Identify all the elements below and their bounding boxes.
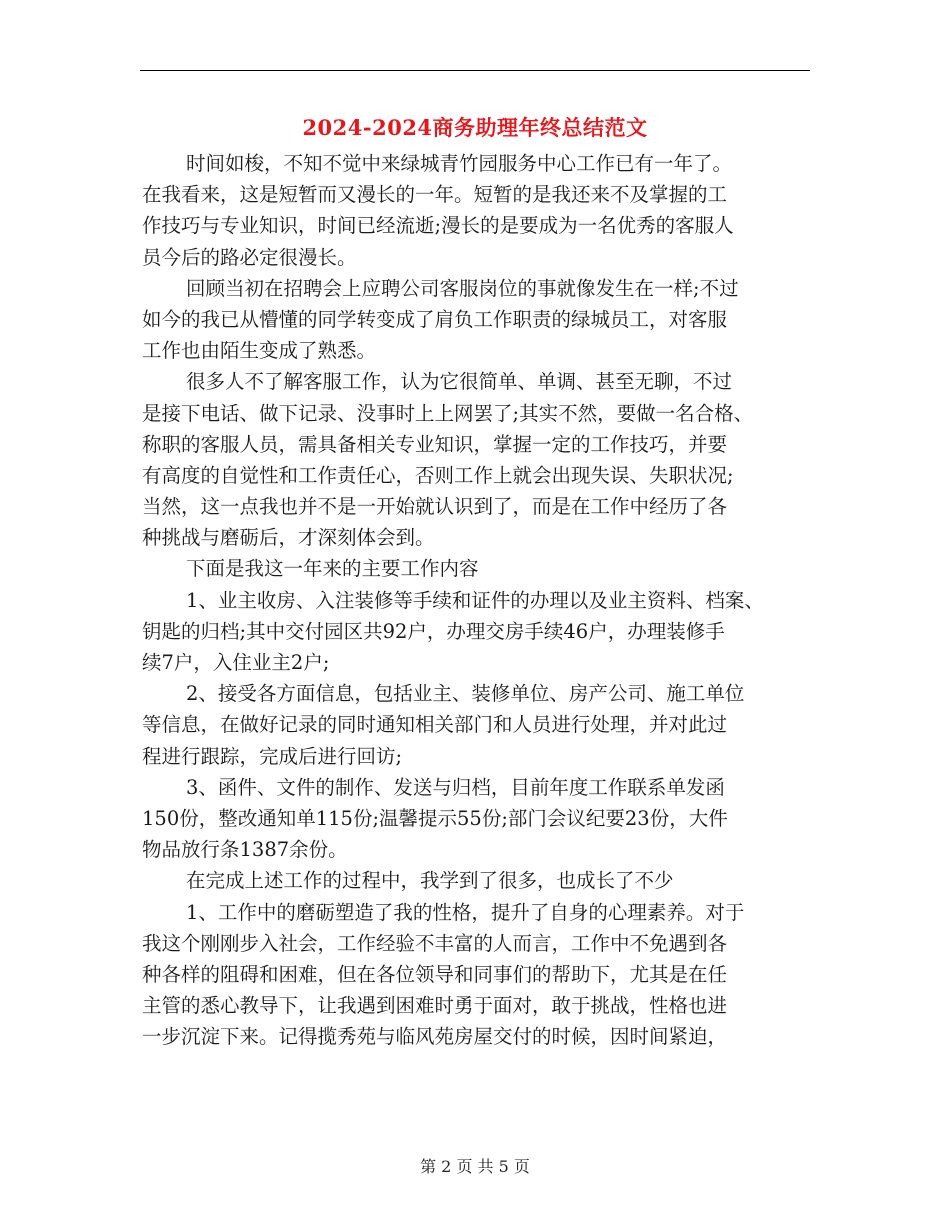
body-line: 2、接受各方面信息，包括业主、装修单位、房产公司、施工单位 bbox=[186, 682, 745, 706]
body-line: 物品放行条1387余份。 bbox=[142, 838, 348, 862]
body-line: 在我看来，这是短暂而又漫长的一年。短暂的是我还来不及掌握的工 bbox=[142, 183, 728, 207]
body-line: 回顾当初在招聘会上应聘公司客服岗位的事就像发生在一样;不过 bbox=[186, 276, 739, 300]
body-line: 是接下电话、做下记录、没事时上上网罢了;其实不然，要做一名合格、 bbox=[142, 401, 754, 425]
body-line: 当然，这一点我也并不是一开始就认识到了，而是在工作中经历了各 bbox=[142, 495, 728, 519]
body-line: 下面是我这一年来的主要工作内容 bbox=[186, 557, 479, 581]
body-line: 钥匙的归档;其中交付园区共92户，办理交房手续46户，办理装修手 bbox=[142, 619, 725, 643]
body-line: 种挑战与磨砺后，才深刻体会到。 bbox=[142, 526, 435, 550]
header-rule bbox=[140, 70, 810, 71]
body-line: 员今后的路必定很漫长。 bbox=[142, 245, 357, 269]
body-line: 有高度的自觉性和工作责任心，否则工作上就会出现失误、失职状况; bbox=[142, 463, 734, 487]
body-line: 种各样的阻碍和困难，但在各位领导和同事们的帮助下，尤其是在任 bbox=[142, 962, 728, 986]
page-footer: 第 2 页 共 5 页 bbox=[420, 1157, 530, 1176]
body-line: 1、工作中的磨砺塑造了我的性格，提升了自身的心理素养。对于 bbox=[186, 900, 745, 924]
document-body bbox=[142, 148, 822, 1052]
body-line: 如今的我已从懵懂的同学转变成了肩负工作职责的绿城员工，对客服 bbox=[142, 307, 728, 331]
body-line: 很多人不了解客服工作，认为它很简单、单调、甚至无聊，不过 bbox=[186, 370, 733, 394]
body-line: 时间如梭，不知不觉中来绿城青竹园服务中心工作已有一年了。 bbox=[186, 152, 733, 175]
body-line: 3、函件、文件的制作、发送与归档，目前年度工作联系单发函 bbox=[186, 775, 725, 799]
body-line: 150份，整改通知单115份;温馨提示55份;部门会议纪要23份，大件 bbox=[142, 806, 728, 830]
body-line: 主管的悉心教导下，让我遇到困难时勇于面对，敢于挑战，性格也进 bbox=[142, 994, 728, 1018]
document-title: 2024-2024商务助理年终总结范文 bbox=[302, 115, 648, 140]
body-line: 称职的客服人员，需具备相关专业知识，掌握一定的工作技巧，并要 bbox=[142, 432, 728, 456]
body-line: 在完成上述工作的过程中，我学到了很多，也成长了不少 bbox=[186, 869, 674, 893]
body-line: 工作也由陌生变成了熟悉。 bbox=[142, 339, 377, 363]
body-line: 等信息，在做好记录的同时通知相关部门和人员进行处理，并对此过 bbox=[142, 713, 728, 737]
body-line: 续7户，入住业主2户; bbox=[142, 651, 330, 674]
body-line: 程进行跟踪，完成后进行回访; bbox=[142, 744, 403, 768]
body-line: 1、业主收房、入注装修等手续和证件的办理以及业主资料、档案、 bbox=[186, 588, 764, 612]
body-line: 作技巧与专业知识，时间已经流逝;漫长的是要成为一名优秀的客服人 bbox=[142, 214, 734, 238]
body-line: 一步沉淀下来。记得揽秀苑与临风苑房屋交付的时候，因时间紧迫， bbox=[142, 1025, 728, 1049]
body-line: 我这个刚刚步入社会，工作经验不丰富的人而言，工作中不免遇到各 bbox=[142, 931, 728, 955]
